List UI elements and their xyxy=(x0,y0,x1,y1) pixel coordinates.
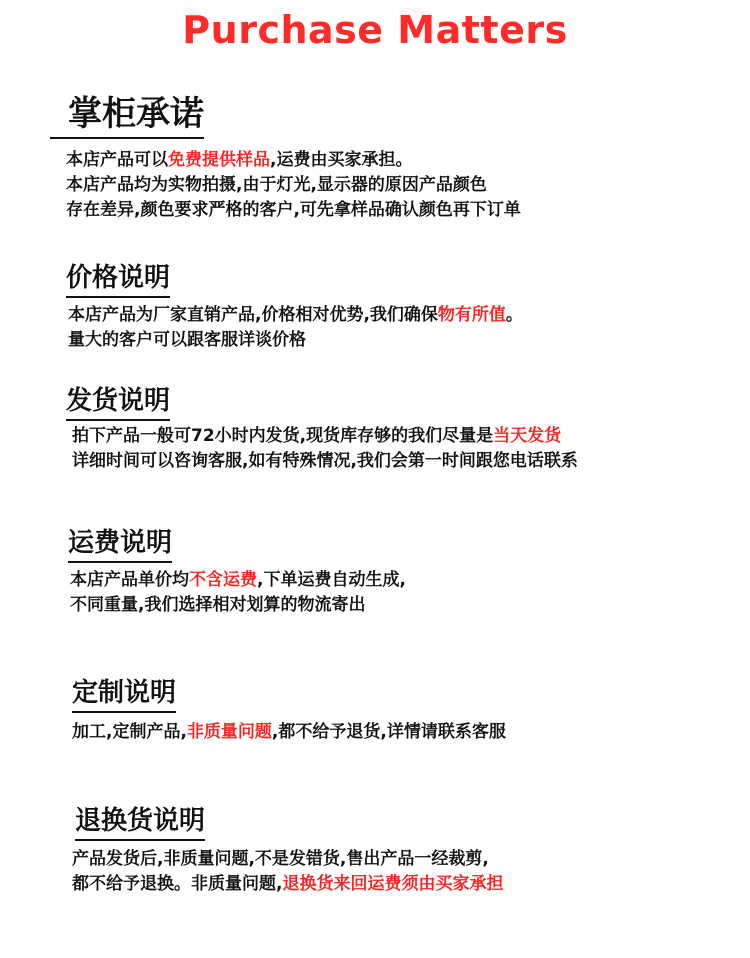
body-text: ,运费由买家承担。 xyxy=(270,150,413,170)
heading-underline xyxy=(50,137,204,139)
heading-text: 价格说明 xyxy=(66,257,170,298)
highlight-text: 退换货来回运费须由买家承担 xyxy=(282,874,504,894)
highlight-text: 非质量问题 xyxy=(186,722,272,742)
body-line xyxy=(70,568,406,593)
body-text: 本店产品可以 xyxy=(66,150,168,170)
section-heading-returns xyxy=(75,800,205,841)
body-text: ,都不给予退货,详情请联系客服 xyxy=(271,722,506,742)
section-heading-custom xyxy=(72,672,176,713)
body-line xyxy=(70,593,406,618)
body-line xyxy=(72,847,503,872)
highlight-text: 不含运费 xyxy=(189,570,257,590)
section-heading-freight xyxy=(68,522,172,563)
section-body-shipping xyxy=(72,424,578,474)
body-line xyxy=(72,424,578,449)
highlight-text: 物有所值 xyxy=(437,305,506,325)
highlight-text: 免费提供样品 xyxy=(168,150,270,170)
heading-text: 退换货说明 xyxy=(75,800,205,841)
body-text: ,下单运费自动生成, xyxy=(257,570,406,590)
body-text: 不同重量,我们选择相对划算的物流寄出 xyxy=(70,595,366,615)
body-text: 。 xyxy=(505,305,523,325)
body-text: 产品发货后,非质量问题,不是发错货,售出产品一经裁剪, xyxy=(72,849,489,869)
body-line xyxy=(72,872,503,897)
body-text: 本店产品为厂家直销产品,价格相对优势,我们确保 xyxy=(68,305,438,325)
body-text: 加工,定制产品, xyxy=(72,722,187,742)
body-text: 量大的客户可以跟客服详谈价格 xyxy=(68,330,306,350)
section-body-promise xyxy=(66,148,521,223)
section-body-freight xyxy=(70,568,406,618)
highlight-text: 当天发货 xyxy=(493,426,562,446)
body-line xyxy=(66,198,521,223)
section-body-price xyxy=(68,303,523,353)
body-line xyxy=(72,720,506,745)
body-line xyxy=(66,148,521,173)
heading-text: 掌柜承诺 xyxy=(68,86,204,137)
section-heading-shipping xyxy=(66,380,170,421)
body-line xyxy=(68,303,523,328)
body-line xyxy=(66,173,521,198)
body-line xyxy=(72,449,578,474)
body-text: 拍下产品一般可72小时内发货,现货库存够的我们尽量是 xyxy=(72,426,494,446)
body-text: 本店产品单价均 xyxy=(70,570,189,590)
body-line xyxy=(68,328,523,353)
heading-text: 运费说明 xyxy=(68,522,172,563)
page-title: Purchase Matters xyxy=(182,8,568,52)
heading-text: 定制说明 xyxy=(72,672,176,713)
body-text: 都不给予退换。非质量问题, xyxy=(72,874,283,894)
section-body-custom xyxy=(72,720,506,745)
section-heading-price xyxy=(66,257,170,298)
body-text: 存在差异,颜色要求严格的客户,可先拿样品确认颜色再下订单 xyxy=(66,200,521,220)
body-text: 详细时间可以咨询客服,如有特殊情况,我们会第一时间跟您电话联系 xyxy=(72,451,578,471)
body-text: 本店产品均为实物拍摄,由于灯光,显示器的原因产品颜色 xyxy=(66,175,487,195)
section-heading-promise xyxy=(68,86,204,137)
heading-text: 发货说明 xyxy=(66,380,170,421)
section-body-returns xyxy=(72,847,503,897)
